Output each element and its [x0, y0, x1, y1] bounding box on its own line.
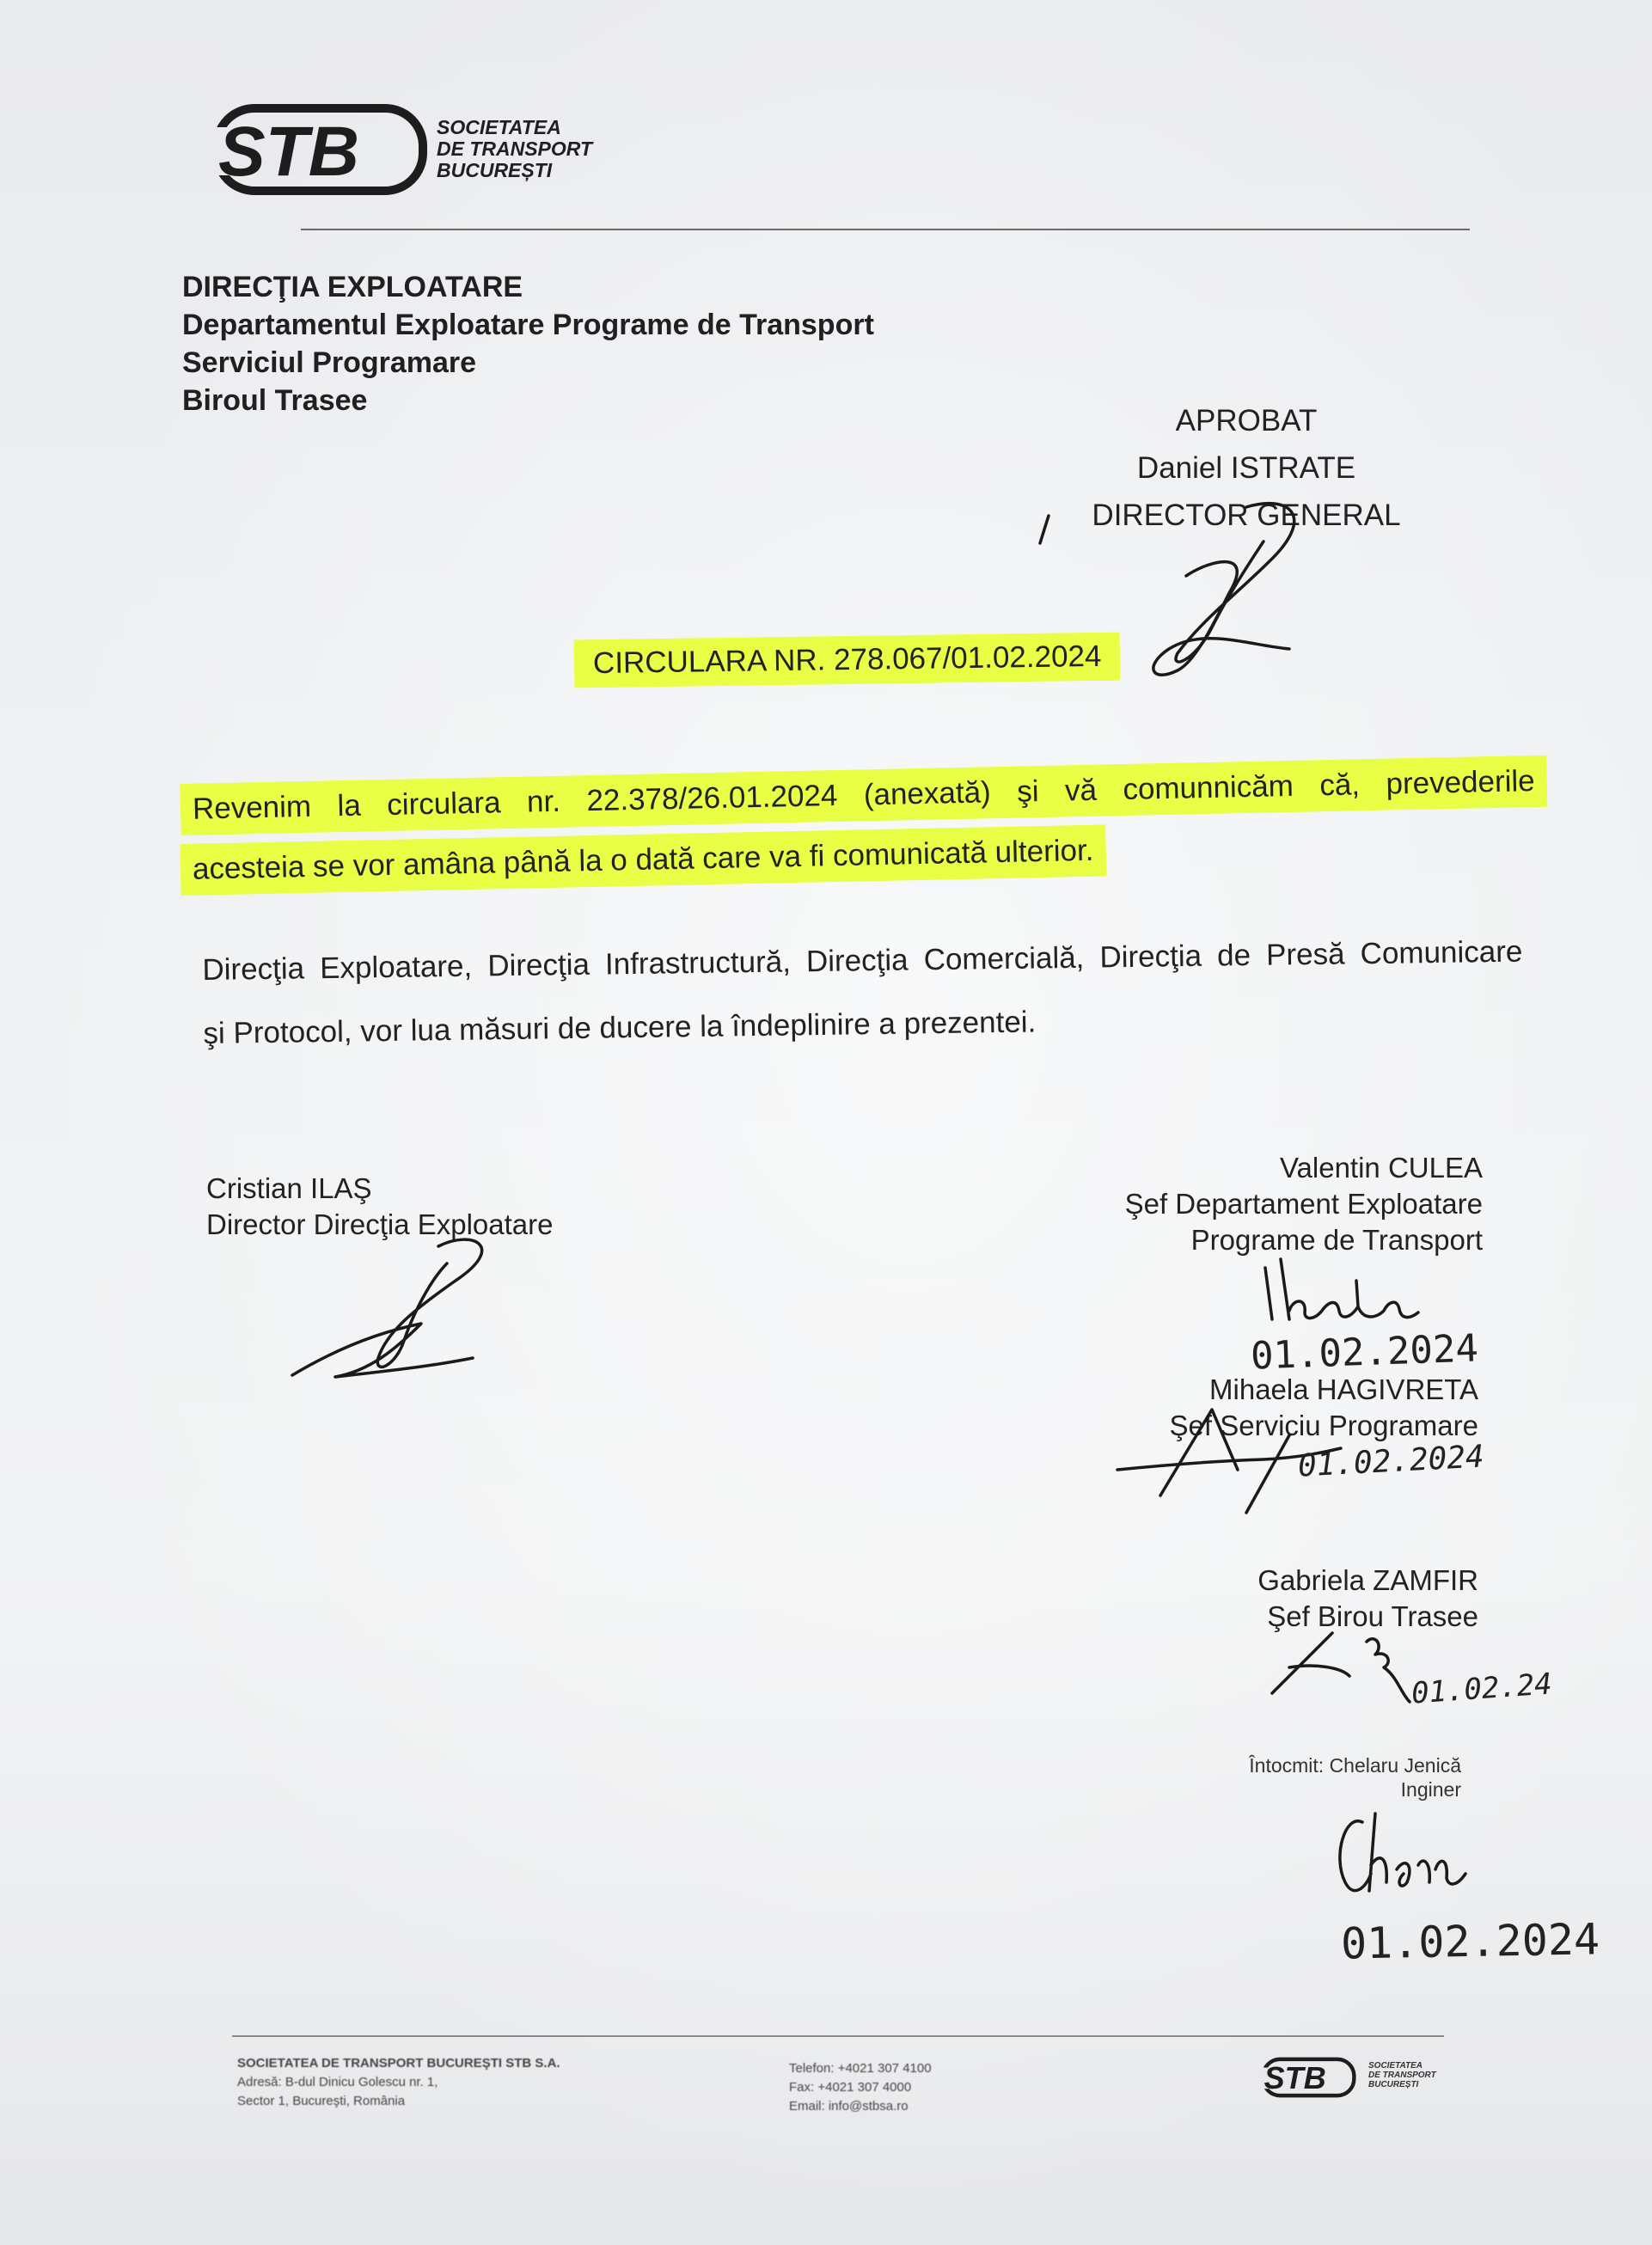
signatory-right3-signature	[1263, 1616, 1435, 1710]
footer-stb-logo	[1262, 2056, 1356, 2099]
signatory-left-title: Director Direcţia Exploatare	[206, 1208, 554, 1240]
footer-phone: Telefon: +4021 307 4100	[789, 2061, 932, 2076]
paragraph1-line1: Revenim la circulara nr. 22.378/26.01.2024 (anexată) şi vă comunnicăm că, prevederile	[180, 755, 1547, 835]
paragraph2-line2: şi Protocol, vor lua măsuri de ducere la îndeplinire a prezentei.	[203, 1005, 1037, 1050]
footer-company-info	[237, 2054, 560, 2111]
footer-logo-line1: SOCIETATEA	[1368, 2061, 1423, 2071]
footer-logo-line3: BUCUREȘTI	[1368, 2080, 1419, 2089]
paragraph1-line2: acesteia se vor amâna până la o dată care va fi comunicată ulterior.	[180, 824, 1106, 896]
footer-divider	[232, 2035, 1444, 2037]
paragraph2-line1: Direcţia Exploatare, Direcţia Infrastructură, Direcţia Comercială, Direcţia de Presă Comunicare	[202, 934, 1523, 988]
company-name-line2: DE TRANSPORT	[437, 138, 593, 160]
signatory-right2-name: Mihaela HAGIVRETA	[1209, 1373, 1478, 1405]
department-line2: Departamentul Exploatare Programe de Transport	[182, 309, 874, 341]
signatory-right1-signature	[1255, 1251, 1453, 1328]
approval-title: DIRECTOR GENERAL	[1092, 499, 1401, 532]
signatory-right1	[1036, 1150, 1483, 1258]
signatory-right3-date: 01.02.24	[1410, 1667, 1553, 1711]
footer-address-line2: Sector 1, Bucureşti, România	[237, 2094, 406, 2108]
stb-logo	[213, 101, 428, 198]
circular-title: CIRCULARA NR. 278.067/01.02.2024	[574, 633, 1121, 688]
approval-label: APROBAT	[1175, 404, 1318, 437]
signatory-left-name: Cristian ILAŞ	[206, 1172, 372, 1204]
signatory-right2-date: 01.02.2024	[1297, 1439, 1485, 1484]
department-line1: DIRECŢIA EXPLOATARE	[182, 271, 523, 303]
prepared-by-date: 01.02.2024	[1340, 1914, 1600, 1969]
company-name-line3: BUCUREȘTI	[437, 159, 553, 181]
approval-name: Daniel ISTRATE	[1136, 451, 1356, 485]
prepared-by-line2: Inginer	[1400, 1778, 1461, 1801]
svg-text:STB: STB	[1263, 2060, 1326, 2096]
header-divider	[301, 229, 1470, 230]
signatory-right1-date: 01.02.2024	[1250, 1326, 1479, 1379]
signatory-right1-title-line1: Şef Departament Exploatare	[1124, 1188, 1483, 1220]
department-line4: Biroul Trasee	[182, 384, 368, 417]
signatory-right1-title-line2: Programe de Transport	[1190, 1224, 1483, 1256]
department-block	[182, 268, 874, 419]
signatory-right3-title: Şef Birou Trasee	[1267, 1600, 1478, 1632]
footer-company-name: SOCIETATEA DE TRANSPORT BUCUREŞTI STB S.A.	[237, 2056, 560, 2071]
paragraph2	[202, 921, 1524, 1066]
prepared-by-line1: Întocmit: Chelaru Jenică	[1249, 1754, 1461, 1777]
signatory-right1-name: Valentin CULEA	[1279, 1152, 1483, 1184]
company-name	[437, 117, 592, 181]
signatory-right2-title: Şef Serviciu Programare	[1169, 1410, 1478, 1441]
footer-fax: Fax: +4021 307 4000	[789, 2080, 912, 2095]
prepared-by-signature	[1328, 1805, 1483, 1908]
prepared-by	[1203, 1753, 1461, 1802]
signatory-left-signature	[284, 1229, 541, 1384]
svg-text:STB: STB	[218, 113, 359, 191]
footer-logo-text	[1368, 2061, 1436, 2089]
footer-email: Email: info@stbsa.ro	[789, 2099, 909, 2113]
signatory-right3-name: Gabriela ZAMFIR	[1257, 1564, 1478, 1596]
department-line3: Serviciul Programare	[182, 346, 477, 379]
footer-address-line1: Adresă: B-dul Dinicu Golescu nr. 1,	[237, 2075, 438, 2089]
company-name-line1: SOCIETATEA	[437, 116, 561, 138]
footer-contact-info	[789, 2059, 932, 2116]
footer-logo-line2: DE TRANSPORT	[1368, 2071, 1436, 2080]
